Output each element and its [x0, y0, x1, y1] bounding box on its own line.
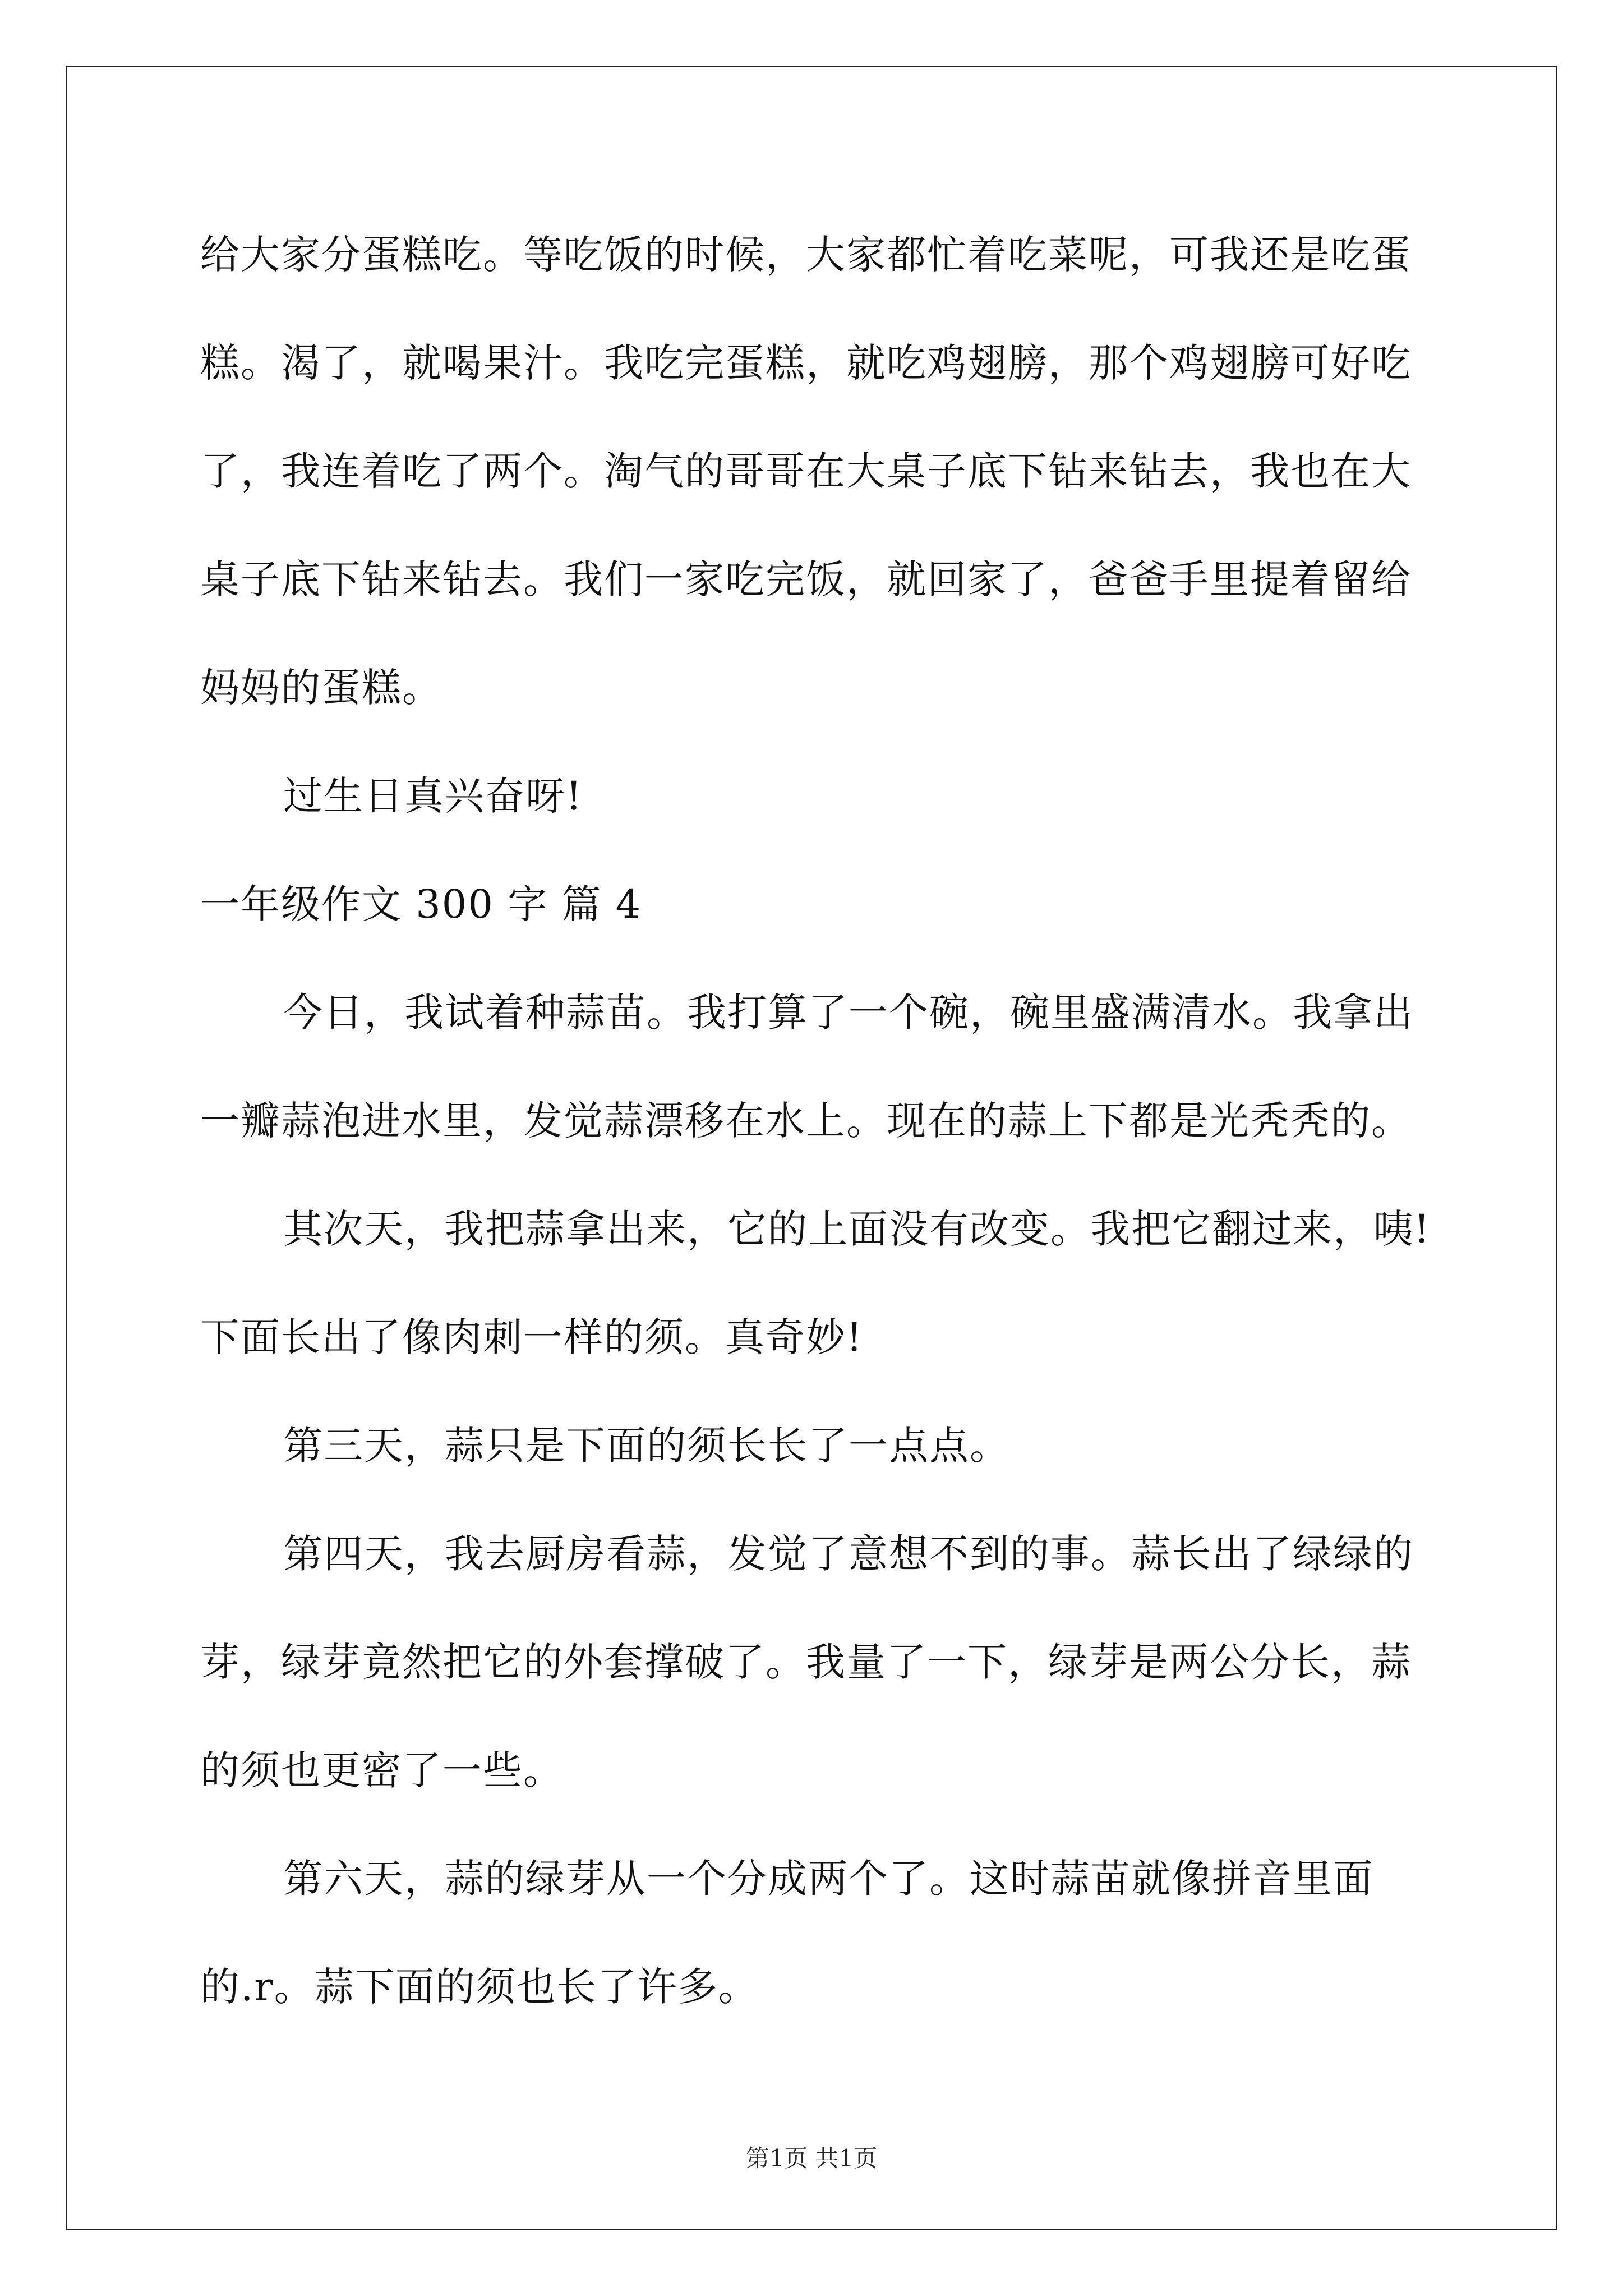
section-heading: 一年级作文 300 字 篇 4: [200, 881, 642, 927]
text-line: 第四天，我去厨房看蒜，发觉了意想不到的事。蒜长出了绿绿的: [283, 1531, 1414, 1577]
text-line: 了，我连着吃了两个。淘气的哥哥在大桌子底下钻来钻去，我也在大: [200, 448, 1412, 494]
text-line: 的.r。蒜下面的须也长了许多。: [200, 1964, 759, 2010]
text-line: 芽，绿芽竟然把它的外套撑破了。我量了一下，绿芽是两公分长，蒜: [200, 1639, 1412, 1685]
text-line: 下面长出了像肉刺一样的须。真奇妙!: [200, 1314, 864, 1360]
text-line: 今日，我试着种蒜苗。我打算了一个碗，碗里盛满清水。我拿出: [283, 990, 1414, 1036]
page-footer: 第1页 共1页: [745, 2145, 878, 2172]
text-line: 给大家分蛋糕吃。等吃饭的时候，大家都忙着吃菜呢，可我还是吃蛋: [200, 232, 1412, 278]
text-line: 第三天，蒜只是下面的须长长了一点点。: [283, 1423, 1010, 1469]
text-line: 糕。渴了，就喝果汁。我吃完蛋糕，就吃鸡翅膀，那个鸡翅膀可好吃: [200, 340, 1412, 386]
text-line: 过生日真兴奋呀!: [283, 773, 583, 819]
text-line: 第六天，蒜的绿芽从一个分成两个了。这时蒜苗就像拼音里面: [283, 1856, 1373, 1902]
text-line: 桌子底下钻来钻去。我们一家吃完饭，就回家了，爸爸手里提着留给: [200, 556, 1412, 602]
text-line: 的须也更密了一些。: [200, 1747, 564, 1793]
text-line: 妈妈的蛋糕。: [200, 665, 442, 711]
page-border: [66, 66, 1557, 2230]
text-line: 其次天，我把蒜拿出来，它的上面没有改变。我把它翻过来，咦!: [283, 1206, 1431, 1252]
text-line: 一瓣蒜泡进水里，发觉蒜漂移在水上。现在的蒜上下都是光秃秃的。: [200, 1098, 1412, 1144]
